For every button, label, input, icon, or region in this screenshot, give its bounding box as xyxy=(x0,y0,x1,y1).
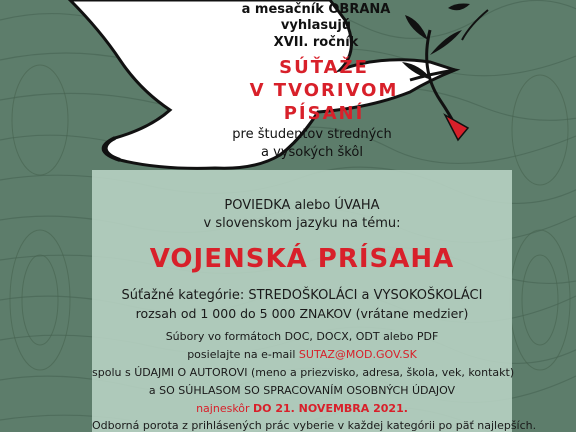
language-line: v slovenskom jazyku na tému: xyxy=(203,216,401,231)
email-prefix: posielajte na e-mail xyxy=(187,348,299,361)
organizer-line: a mesačník OBRANA xyxy=(241,2,391,17)
formats-line: Súbory vo formátoch DOC, DOCX, ODT alebo PDF xyxy=(165,330,439,343)
consent-line: a SO SÚHLASOM SO SPRACOVANÍM OSOBNÝCH ÚDAJOV xyxy=(148,384,456,397)
theme-title: VOJENSKÁ PRÍSAHA xyxy=(149,244,455,274)
categories-line: Súťažné kategórie: STREDOŠKOLÁCI a VYSOKOŠKOLÁCI xyxy=(121,288,483,303)
email-link[interactable]: SUTAZ@MOD.GOV.SK xyxy=(298,348,417,361)
edition-line: XVII. ročník xyxy=(273,35,359,50)
deadline-prefix: najneskôr xyxy=(196,402,254,415)
length-line: rozsah od 1 000 do 5 000 ZNAKOV (vrátane medzier) xyxy=(135,306,469,321)
author-info-line: spolu s ÚDAJMI O AUTOROVI (meno a priezvisko, adresa, škola, vek, kontakt) xyxy=(92,366,515,379)
deadline-line xyxy=(92,402,512,415)
contest-title-line3: PÍSANÍ xyxy=(283,103,365,124)
contest-title-line2: V TVORIVOM xyxy=(249,80,399,101)
deadline-date: DO 21. NOVEMBRA 2021. xyxy=(253,402,408,415)
email-line xyxy=(92,348,512,361)
audience-line1: pre študentov stredných xyxy=(232,127,392,142)
announce-line: vyhlasujú xyxy=(280,18,352,33)
genre-line: POVIEDKA alebo ÚVAHA xyxy=(224,198,380,213)
audience-line2: a vysokých škôl xyxy=(261,145,363,160)
contest-title-line1: SÚŤAŽE xyxy=(279,57,369,78)
jury-line: Odborná porota z prihlásených prác vyberie v každej kategórii po päť najlepších. xyxy=(92,419,537,432)
